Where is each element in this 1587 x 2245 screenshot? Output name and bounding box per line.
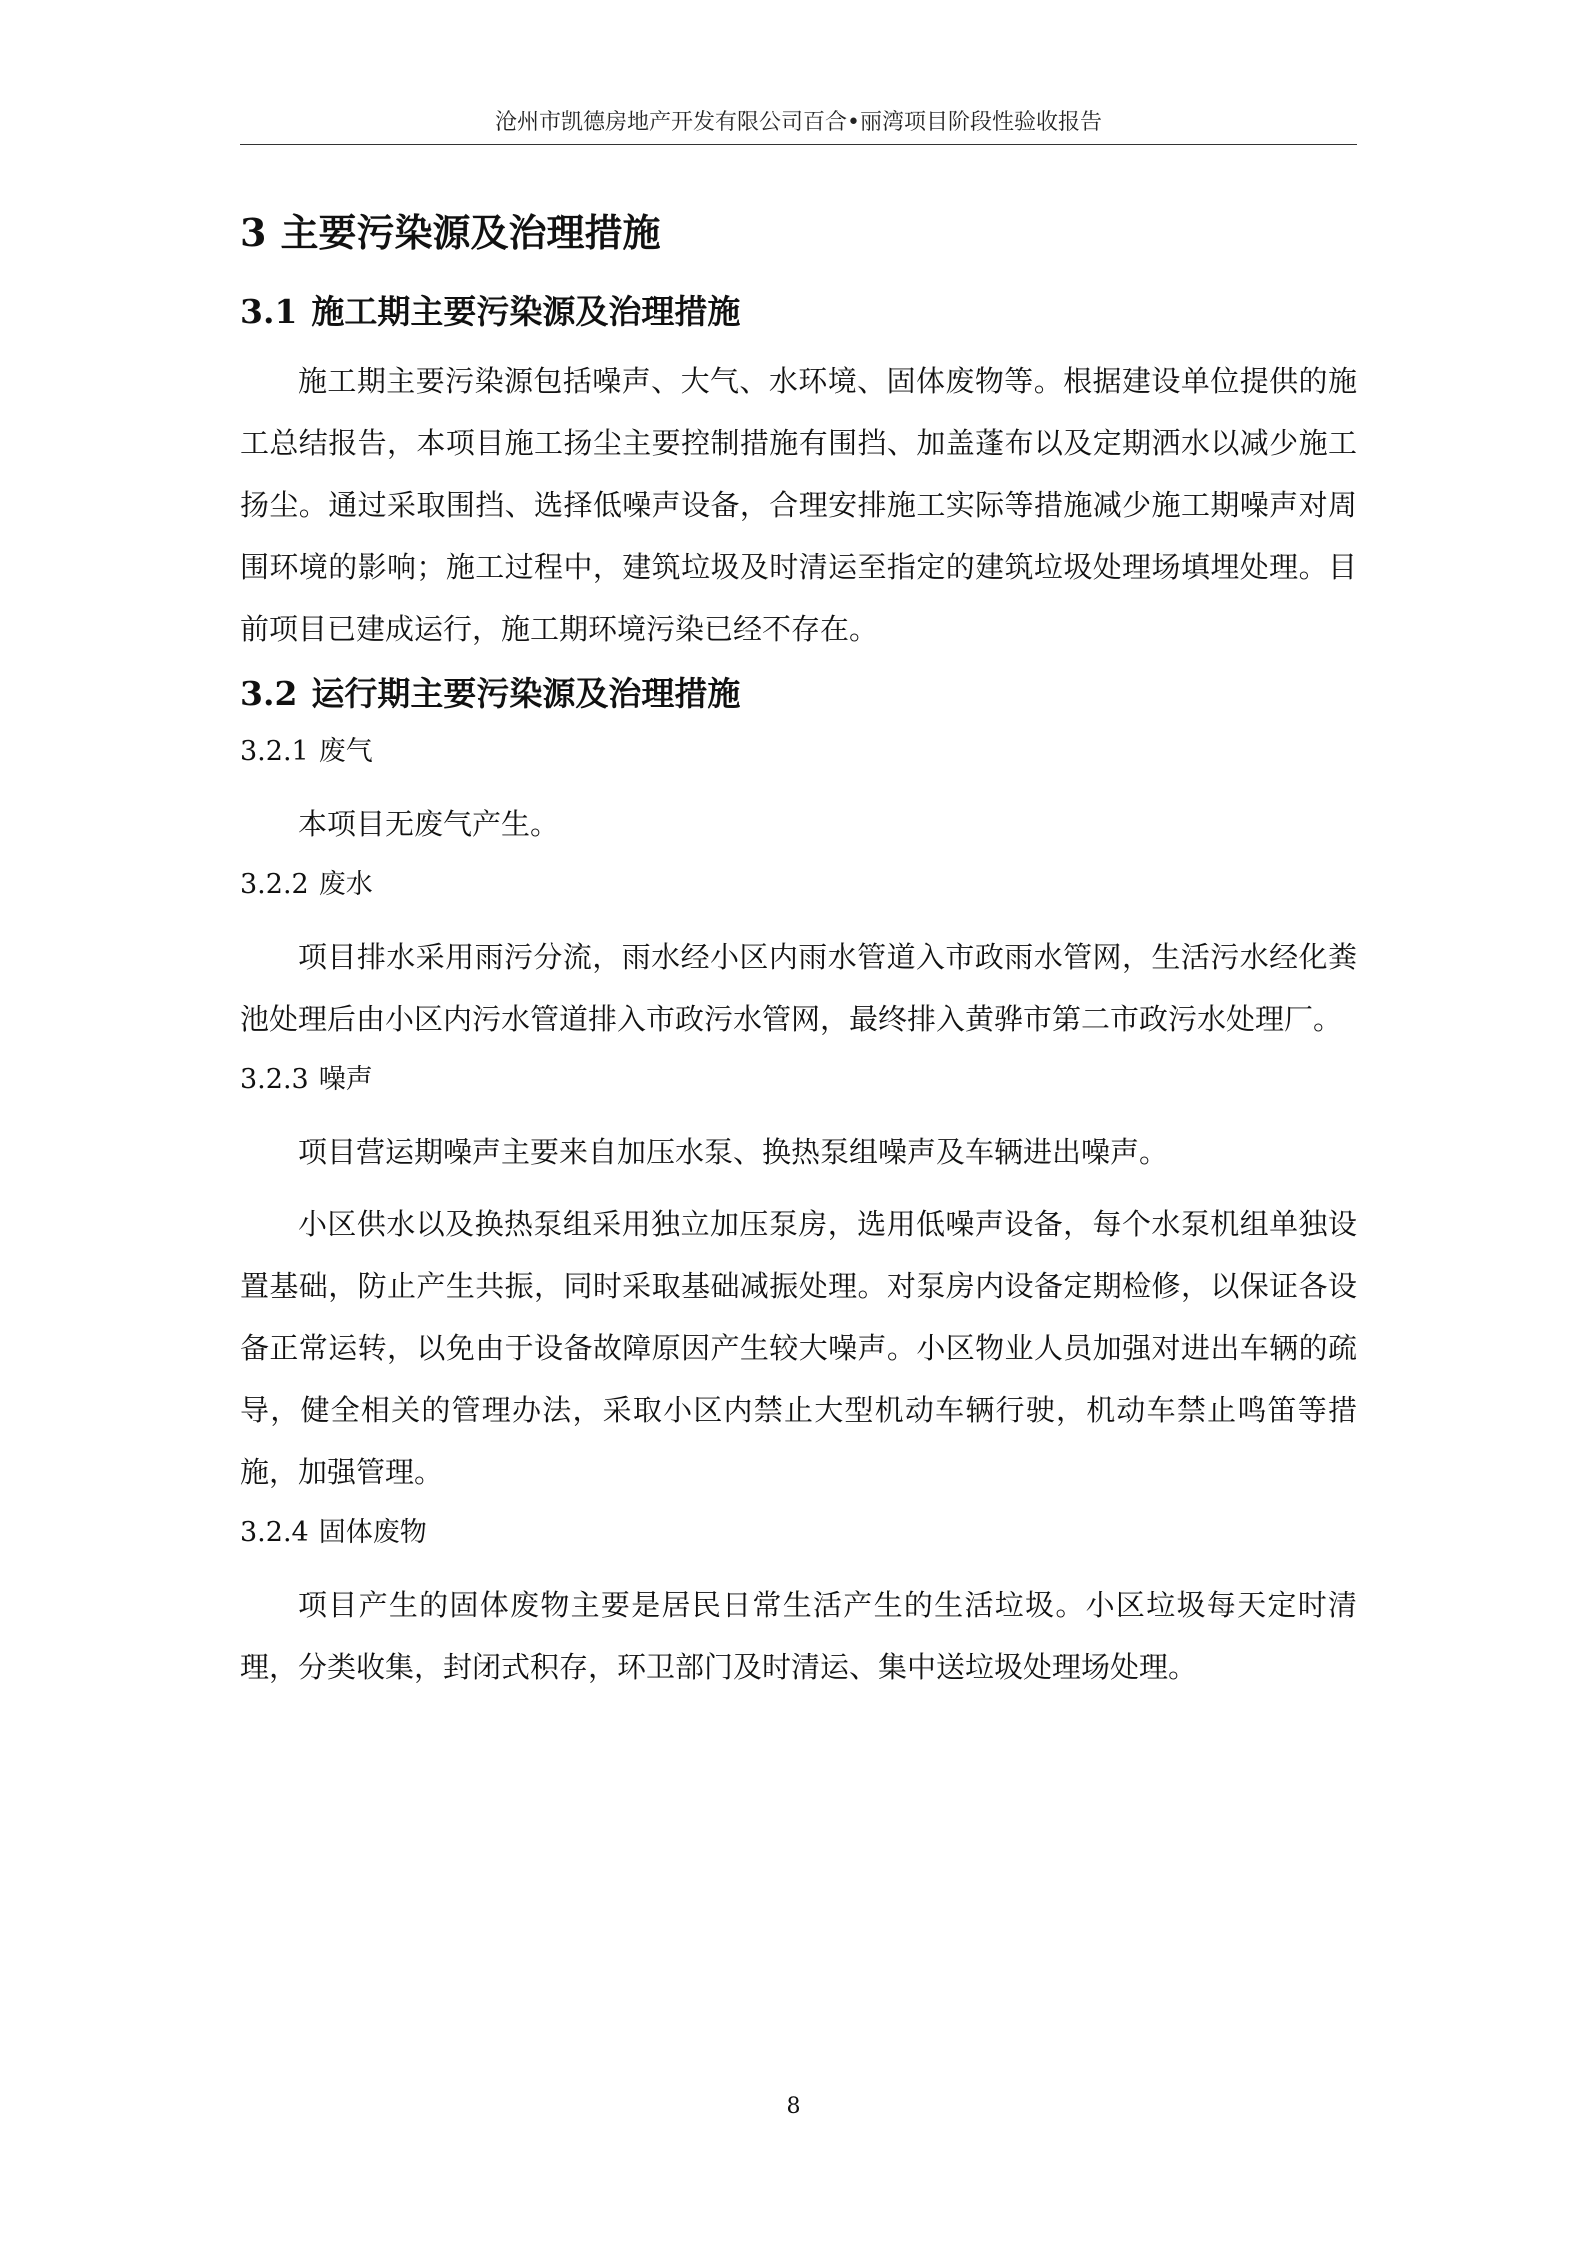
section-3-2-3-paragraph-2: 小区供水以及换热泵组采用独立加压泵房，选用低噪声设备，每个水泵机组单独设置基础，防止产生共振，同时采取基础减振处理。对泵房内设备定期检修，以保证各设备正常运转，以免由于设备故障原因产生较大噪声。小区物业人员加强对进出车辆的疏导，健全相关的管理办法，采取小区内禁止大型机动车辆行驶，机动车禁止鸣笛等措施，加强管理。 xyxy=(240,1207,1357,1489)
section-3-2-3-heading xyxy=(240,1060,1357,1100)
section-3-2-title: 运行期主要污染源及治理措施 xyxy=(311,674,741,713)
section-3-2-1-heading xyxy=(240,732,1357,772)
section-3-1-title: 施工期主要污染源及治理措施 xyxy=(311,292,741,331)
running-header: 沧州市凯德房地产开发有限公司百合•丽湾项目阶段性验收报告 xyxy=(495,110,1102,135)
section-3-title: 主要污染源及治理措施 xyxy=(280,210,661,255)
section-3-2-1-paragraph: 本项目无废气产生。 xyxy=(298,807,560,841)
section-3-2-2-heading xyxy=(240,865,1357,905)
section-3-1-number: 3.1 xyxy=(240,292,298,331)
page-body xyxy=(240,208,1357,1708)
section-3-number: 3 xyxy=(240,210,267,255)
section-3-2-number: 3.2 xyxy=(240,674,298,713)
header-rule xyxy=(240,144,1357,145)
section-3-2-4-paragraph: 项目产生的固体废物主要是居民日常生活产生的生活垃圾。小区垃圾每天定时清理，分类收集，封闭式积存，环卫部门及时清运、集中送垃圾处理场处理。 xyxy=(240,1588,1357,1684)
section-3-2-4-number: 3.2.4 xyxy=(240,1517,309,1548)
section-3-2-2-title: 废水 xyxy=(318,869,373,900)
section-3-2-4-heading xyxy=(240,1513,1357,1553)
section-3-2-2-paragraph: 项目排水采用雨污分流，雨水经小区内雨水管道入市政雨水管网，生活污水经化粪池处理后由小区内污水管道排入市政污水管网，最终排入黄骅市第二市政污水处理厂。 xyxy=(240,940,1357,1036)
section-3-2-2-number: 3.2.2 xyxy=(240,869,309,900)
section-3-1-heading xyxy=(240,288,1357,336)
section-3-2-4-title: 固体废物 xyxy=(318,1517,427,1548)
page-number: 8 xyxy=(786,2094,801,2119)
section-3-2-3-title: 噪声 xyxy=(318,1064,373,1095)
section-3-2-1-number: 3.2.1 xyxy=(240,736,309,767)
section-3-heading xyxy=(240,208,1357,258)
section-3-1-paragraph: 施工期主要污染源包括噪声、大气、水环境、固体废物等。根据建设单位提供的施工总结报告，本项目施工扬尘主要控制措施有围挡、加盖蓬布以及定期洒水以减少施工扬尘。通过采取围挡、选择低噪声设备，合理安排施工实际等措施减少施工期噪声对周围环境的影响；施工过程中，建筑垃圾及时清运至指定的建筑垃圾处理场填埋处理。目前项目已建成运行，施工期环境污染已经不存在。 xyxy=(240,364,1357,646)
section-3-2-1-title: 废气 xyxy=(318,736,373,767)
section-3-2-3-paragraph-1: 项目营运期噪声主要来自加压水泵、换热泵组噪声及车辆进出噪声。 xyxy=(298,1135,1169,1169)
section-3-2-heading xyxy=(240,670,1357,718)
section-3-2-3-number: 3.2.3 xyxy=(240,1064,309,1095)
